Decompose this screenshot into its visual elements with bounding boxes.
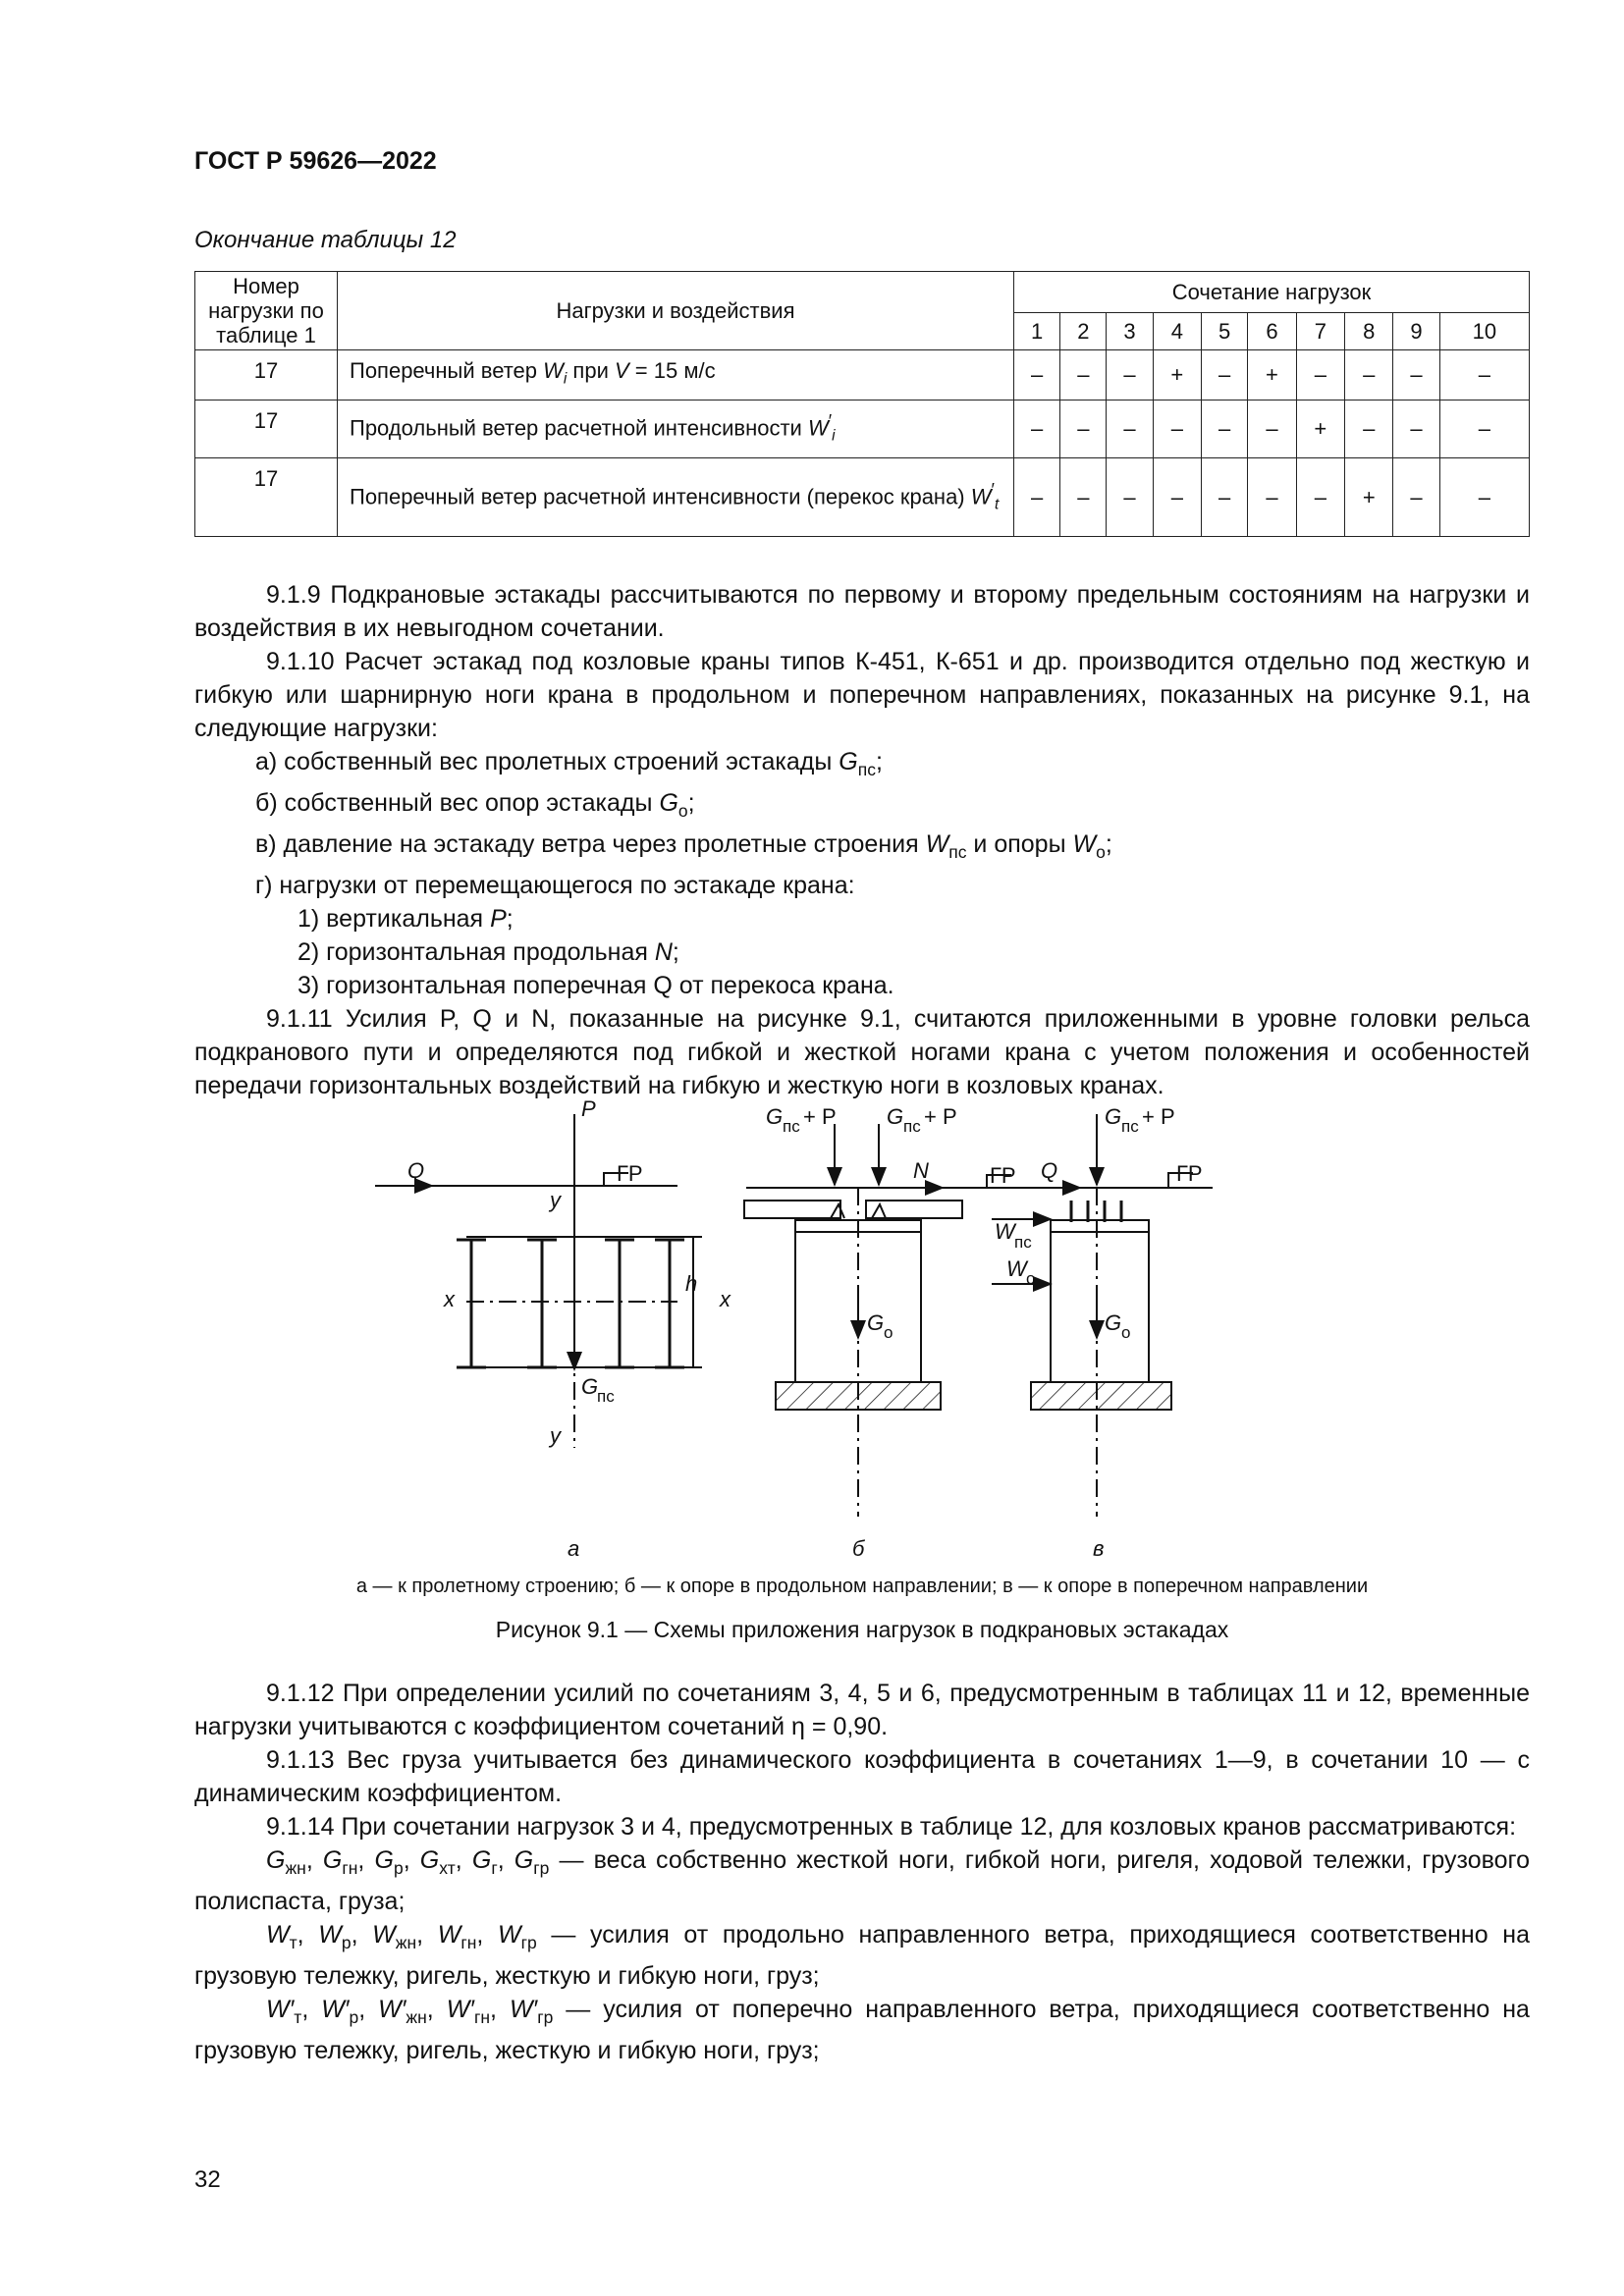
combo-mark: –: [1202, 350, 1248, 400]
combo-mark: –: [1107, 400, 1153, 458]
combo-mark: –: [1393, 400, 1439, 458]
panel-v-label: в: [1093, 1536, 1105, 1561]
list-item-g: г) нагрузки от перемещающегося по эстакаде крана:: [255, 872, 855, 899]
combo-number: 9: [1393, 313, 1439, 350]
list-item-g3: 3) горизонтальная поперечная Q от перекоса крана.: [298, 972, 894, 999]
combo-mark: –: [1248, 400, 1296, 458]
combo-mark: –: [1014, 458, 1060, 537]
combo-mark: –: [1296, 458, 1344, 537]
para-9-1-11: 9.1.11 Усилия P, Q и N, показанные на рисунке 9.1, считаются приложенными в уровне головки рельса подкранового пути и определяются под гибкой и жесткой ногами крана с учетом положения и особенностей передачи горизонтальных воздействий на гибкую и жесткую ноги в козловых кранах.: [194, 1005, 1530, 1099]
para-9-1-14: 9.1.14 При сочетании нагрузок 3 и 4, предусмотренных в таблице 12, для козловых кранов рассматриваются:: [266, 1813, 1517, 1841]
row-number: 17: [195, 400, 338, 458]
list-item-a: а) собственный вес пролетных строений эстакады $G_{пс}$;: [255, 748, 883, 779]
list-item-g2: 2) горизонтальная продольная N;: [298, 938, 679, 966]
svg-text:Q: Q: [1041, 1158, 1058, 1183]
combo-mark: +: [1296, 400, 1344, 458]
combo-mark: –: [1060, 350, 1107, 400]
para-9-1-13: 9.1.13 Вес груза учитывается без динамического коэффициента в сочетаниях 1—9, в сочетании 10 — с динамическим коэффициентом.: [194, 1746, 1530, 1807]
table-row: [195, 350, 1530, 400]
combo-mark: +: [1153, 350, 1201, 400]
panel-a-label: а: [568, 1536, 580, 1561]
combo-number: 5: [1202, 313, 1248, 350]
para-9-1-9: 9.1.9 Подкрановые эстакады рассчитываются по первому и второму предельным состояниям на нагрузки и воздействия в их невыгодном сочетании.: [194, 581, 1530, 642]
svg-text:пс: пс: [597, 1387, 615, 1406]
svg-text:Q: Q: [407, 1158, 425, 1183]
combo-mark: –: [1153, 400, 1201, 458]
head-combinations: Сочетание нагрузок: [1014, 272, 1530, 313]
svg-text:+ P: + P: [803, 1104, 837, 1129]
combo-mark: –: [1439, 350, 1529, 400]
combo-mark: –: [1014, 350, 1060, 400]
combo-mark: –: [1202, 458, 1248, 537]
svg-text:G: G: [887, 1104, 904, 1129]
svg-text:ГР: ГР: [1176, 1161, 1203, 1186]
svg-text:пс: пс: [903, 1117, 921, 1136]
row-number: 17: [195, 458, 338, 537]
combo-mark: –: [1393, 458, 1439, 537]
list-item-b: б) собственный вес опор эстакады $G_о$;: [255, 789, 695, 821]
list-item-v: в) давление на эстакаду ветра через пролетные строения $W_{пс}$ и опоры $W_о$;: [255, 830, 1112, 862]
page-number: 32: [194, 2166, 221, 2193]
svg-text:x: x: [444, 1287, 455, 1311]
svg-text:x: x: [720, 1287, 731, 1311]
combo-mark: –: [1014, 400, 1060, 458]
row-description: Поперечный ветер расчетной интенсивности (перекос крана) $W'_t$: [338, 458, 1014, 537]
svg-text:+ P: + P: [1142, 1104, 1175, 1129]
combo-number: 10: [1439, 313, 1529, 350]
svg-text:W: W: [1006, 1256, 1027, 1281]
combo-number: 2: [1060, 313, 1107, 350]
combo-mark: –: [1393, 350, 1439, 400]
combo-mark: –: [1439, 458, 1529, 537]
panel-b-label: б: [852, 1536, 865, 1561]
svg-text:y: y: [550, 1423, 561, 1448]
document-header: ГОСТ Р 59626—2022: [194, 147, 437, 175]
svg-text:y: y: [550, 1188, 561, 1212]
svg-text:G: G: [1105, 1104, 1122, 1129]
combo-mark: –: [1345, 400, 1393, 458]
svg-text:ГР: ГР: [990, 1163, 1016, 1188]
svg-text:h: h: [685, 1271, 698, 1296]
combo-mark: –: [1153, 458, 1201, 537]
combo-mark: –: [1248, 458, 1296, 537]
definition-weights: $G_{жн}$, $G_{гн}$, $G_р$, $G_{хт}$, $G_г$, $G_{гр}$ — веса собственно жесткой ноги, гибкой ноги, ригеля, ходовой тележки, грузового полиспаста, груза;: [194, 1846, 1530, 1915]
table-12: [194, 271, 1530, 537]
svg-text:G: G: [867, 1310, 885, 1335]
combo-number: 4: [1153, 313, 1201, 350]
combo-number: 8: [1345, 313, 1393, 350]
definition-trans-wind: $W'_т$, $W'_р$, $W'_{жн}$, $W'_{гн}$, $W'_{гр}$ — усилия от поперечно направленного ветра, приходящиеся соответственно на грузовую тележку, ригель, жесткую и гибкую ноги, груз;: [194, 1996, 1530, 2064]
combo-mark: +: [1248, 350, 1296, 400]
row-description: Поперечный ветер $W_i$ при V = 15 м/с: [338, 350, 1014, 400]
para-9-1-10: 9.1.10 Расчет эстакад под козловые краны типов К-451, К-651 и др. производится отдельно под жесткую и гибкую или шарнирную ноги крана в продольном и поперечном направлениях, показанных на рисунке 9.1, на следующие нагрузки:: [194, 648, 1530, 742]
head-col-number: Номер нагрузки по таблице 1: [195, 272, 338, 350]
svg-text:о: о: [884, 1323, 893, 1342]
combo-number: 6: [1248, 313, 1296, 350]
combo-mark: –: [1060, 400, 1107, 458]
table-caption: Окончание таблицы 12: [194, 227, 457, 253]
list-item-g1: 1) вертикальная P;: [298, 905, 514, 933]
combo-mark: –: [1107, 458, 1153, 537]
svg-text:P: P: [581, 1096, 596, 1121]
para-9-1-12: 9.1.12 При определении усилий по сочетаниям 3, 4, 5 и 6, предусмотренным в таблицах 11 и 12, временные нагрузки учитываются с коэффициентом сочетаний η = 0,90.: [194, 1680, 1530, 1740]
combo-mark: +: [1345, 458, 1393, 537]
svg-text:W: W: [995, 1219, 1015, 1244]
svg-text:о: о: [1026, 1269, 1036, 1288]
combo-number: 3: [1107, 313, 1153, 350]
head-col-loads: Нагрузки и воздействия: [338, 272, 1014, 350]
svg-text:G: G: [581, 1374, 599, 1399]
combo-mark: –: [1060, 458, 1107, 537]
svg-text:пс: пс: [783, 1117, 800, 1136]
combo-mark: –: [1296, 350, 1344, 400]
svg-text:G: G: [766, 1104, 784, 1129]
table-row: [195, 458, 1530, 537]
row-description: Продольный ветер расчетной интенсивности $W'_i$: [338, 400, 1014, 458]
definition-long-wind: $W_т$, $W_р$, $W_{жн}$, $W_{гн}$, $W_{гр}$ — усилия от продольно направленного ветра, приходящиеся соответственно на грузовую тележку, ригель, жесткую и гибкую ноги, груз;: [194, 1921, 1530, 1990]
svg-text:+ P: + P: [924, 1104, 957, 1129]
combo-mark: –: [1439, 400, 1529, 458]
combo-number: 1: [1014, 313, 1060, 350]
body-top: [194, 578, 1530, 1102]
row-number: 17: [195, 350, 338, 400]
figure-9-1: [265, 1095, 1443, 1575]
table-row: [195, 400, 1530, 458]
combo-mark: –: [1202, 400, 1248, 458]
combo-number: 7: [1296, 313, 1344, 350]
svg-text:G: G: [1105, 1310, 1122, 1335]
svg-text:о: о: [1121, 1323, 1131, 1342]
svg-text:ГР: ГР: [617, 1161, 643, 1186]
body-bottom: [194, 1677, 1530, 2067]
svg-text:N: N: [913, 1158, 929, 1183]
svg-text:пс: пс: [1014, 1233, 1032, 1252]
figure-title: Рисунок 9.1 — Схемы приложения нагрузок в подкрановых эстакадах: [495, 1617, 1229, 1642]
svg-text:пс: пс: [1121, 1117, 1139, 1136]
combo-mark: –: [1107, 350, 1153, 400]
combo-mark: –: [1345, 350, 1393, 400]
figure-legend: а — к пролетному строению; б — к опоре в продольном направлении; в — к опоре в поперечном направлении: [355, 1575, 1369, 1597]
